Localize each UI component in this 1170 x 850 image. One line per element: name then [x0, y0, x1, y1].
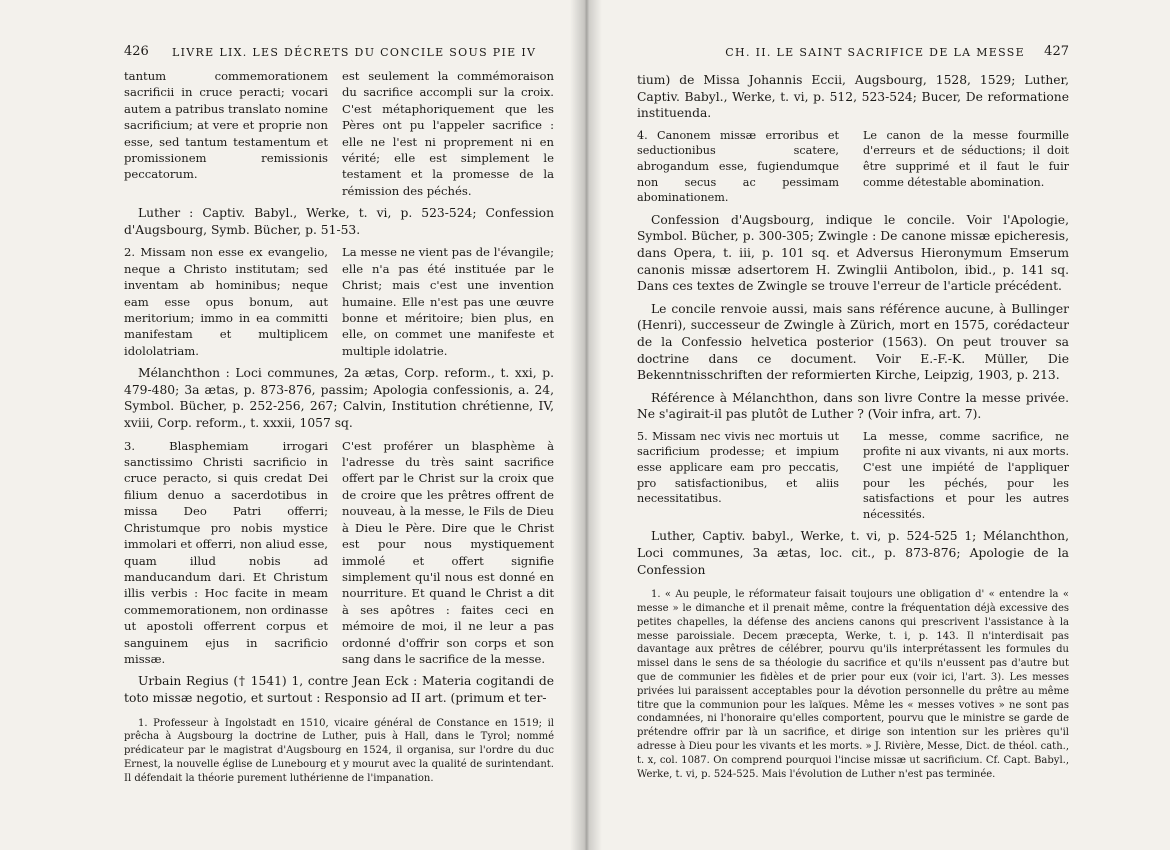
french-text: Le canon de la messe fourmille d'erreurs et de séductions; il doit être supprimé et il faut le fuir comme détestable abomination. — [863, 128, 1069, 189]
footnote: 1. « Au peuple, le réformateur faisait toujours une obligation d' « entendre la « messe » le dimanche et il prenait même, contre la fréquentation déjà excessive des petites chapelles, la défense des anciens canons qui prescrivent l'assistance à la messe paroissiale. Decem præcepta, Werke, t. i, p. 143. Il n'interdisait pas davantage aux prêtres de célébrer, pourvu qu'ils interprétassent les formules du missel dans le sens de sa théologie du sacrifice et qu'ils n'eussent pas d'autre but que de communier les fidèles et de prier pour eux (voir ici, l'art. 3). Les messes privées lui paraissent acceptables pour la dévotion personnelle du prêtre au même titre que la communion pour les laïques. Même les « messes votives » ne sont pas condamnées, ni l'honoraire qu'elles comportent, pourvu que le ministre se garde de prétendre offrir par là un sacrifice, et dirige son intention sur les prières qu'il adresse à Dieu pour les vivants et les morts. » J. Rivière, Messe, Dict. de théol. cath., t. x, col. 1087. On comprend pourquoi l'incise missæ ut sacrificium. Cf. Capt. Babyl., Werke, t. vi, p. 524-525. Mais l'évolution de Luther n'est pas terminée. — [637, 589, 1069, 780]
reference-bullinger: Le concile renvoie aussi, mais sans référence aucune, à Bullinger (Henri), successeur de Zwingle à Zürich, mort en 1575, corédacteur de la Confessio helvetica posterior (1563). On peut trouver sa doctrine dans ce document. Voir E.-F.-K. Müller, Die Bekenntnisschriften der reformierten Kirche, Leipzig, 1903, p. 213. — [637, 301, 1069, 383]
latin-text: 3. Blasphemiam irrogari sanctissimo Christi sacrificio in cruce peracto, si quis credat Dei filium denuo a sacerdotibus in missa Deo Patri offerri; Christumque pro nobis mystice immolari et offerri, non aliud esse, quam illud nobis ad manducandum dari. Et Christum illis verbis : Hoc facite in meam commemorationem, non ordinasse ut apostoli offerrent corpus et sanguinem ejus in sacrificio missæ. — [124, 438, 328, 666]
latin-text: tantum commemorationem sacrificii in cruce peracti; vocari autem a patribus translato nomine sacrificium; at vere et proprie non esse, sed tantum testamentum et promissionem remissionis peccatorum. — [124, 69, 328, 182]
right-page-content — [637, 44, 1069, 781]
latin-text: 5. Missam nec vivis nec mortuis ut sacrificium prodesse; et impium esse applicare eam pro peccatis, pro satisfactionibus, et aliis necessitatibus. — [637, 429, 839, 506]
left-page-content — [124, 44, 554, 786]
book-gutter — [570, 0, 602, 850]
left-page-header — [124, 44, 554, 66]
french-text: La messe, comme sacrifice, ne profite ni aux vivants, ni aux morts. C'est une impiété de l'appliquer pour les péchés, pour les satisfactions et pour les autres nécessités. — [863, 429, 1069, 521]
reference-melanchthon: Mélanchthon : Loci communes, 2a ætas, Corp. reform., t. xxi, p. 479-480; 3a ætas, p. 873-876, passim; Apologia confessionis, a. 24, Symbol. Bücher, p. 252-256, 267; Calvin, Institution chrétienne, IV, xviii, Corp. reform., t. xxxii, 1057 sq. — [124, 366, 554, 431]
article-4 — [637, 128, 1069, 206]
reference-confession: Confession d'Augsbourg, indique le concile. Voir l'Apologie, Symbol. Bücher, p. 300-305; Zwingle : De canone missæ epicheresis, dans Opera, t. iii, p. 101 sq. et Adversus Hieronymum Emserum canonis missæ adsertorem H. Zwinglii Antibolon, ibid., p. 141 sq. Dans ces textes de Zwingle se trouve l'erreur de l'article précédent. — [637, 212, 1069, 294]
right-page — [585, 0, 1170, 850]
latin-text: 2. Missam non esse ex evangelio, neque a Christo institutam; sed inventam ab hominibus; neque eam esse opus bonum, aut meritorium; immo in ea committi manifestam et multiplicem idololatriam. — [124, 245, 328, 358]
french-text: est seulement la commémoraison du sacrifice accompli sur la croix. C'est métaphoriquement que les Pères ont pu l'appeler sacrifice : elle ne l'est ni proprement ni en vérité; elle est simplement le testament et la promesse de la rémission des péchés. — [342, 69, 554, 198]
page-number: 426 — [124, 44, 149, 59]
footnote: 1. Professeur à Ingolstadt en 1510, vicaire général de Constance en 1519; il prêcha à Augsbourg la doctrine de Luther, puis à Hall, dans le Tyrol; nommé prédicateur par le magistrat d'Augsbourg en 1524, il organisa, sur l'ordre du duc Ernest, la nouvelle église de Lunebourg et y mourut avec la qualité de surintendant. Il défendait la théorie purement luthérienne de l'impanation. — [124, 717, 554, 784]
reference-continuation: tium) de Missa Johannis Eccii, Augsbourg, 1528, 1529; Luther, Captiv. Babyl., Werke, t. vi, p. 512, 523-524; Bucer, De reformatione instituenda. — [637, 73, 1069, 121]
article-1-continuation — [124, 68, 554, 199]
french-text: La messe ne vient pas de l'évangile; elle n'a pas été instituée par le Christ; mais c'est une invention humaine. Elle n'est pas une œuvre bonne et méritoire; bien plus, en elle, on commet une manifeste et multiple idolatrie. — [342, 245, 554, 358]
running-title: CH. II. LE SAINT SACRIFICE DE LA MESSE — [725, 46, 1025, 59]
article-2 — [124, 244, 554, 359]
article-3 — [124, 438, 554, 668]
latin-text: 4. Canonem missæ erroribus et seductionibus scatere, abrogandum esse, fugiendumque non secus ac pessimam abominationem. — [637, 128, 839, 205]
article-5 — [637, 429, 1069, 523]
running-title: LIVRE LIX. LES DÉCRETS DU CONCILE SOUS PIE IV — [172, 46, 537, 59]
reference-urbain-regius: Urbain Regius († 1541) 1, contre Jean Eck : Materia cogitandi de toto missæ negotio, et surtout : Responsio ad II art. (primum et ter- — [124, 674, 554, 705]
french-text: C'est proférer un blasphème à l'adresse du très saint sacrifice offert par le Christ sur la croix que de croire que les prêtres offrent de nouveau, à la messe, le Fils de Dieu à Dieu le Père. Dire que le Christ est pour nous mystiquement immolé et offert signifie simplement qu'il nous est donné en nourriture. Et quand le Christ a dit à ses apôtres : faites ceci en mémoire de moi, il ne leur a pas ordonné d'offrir son corps et son sang dans le sacrifice de la messe. — [342, 438, 554, 666]
page-number: 427 — [1044, 44, 1069, 59]
reference-luther: Luther : Captiv. Babyl., Werke, t. vi, p. 523-524; Confession d'Augsbourg, Symb. Bücher, p. 51-53. — [124, 206, 554, 237]
right-page-header — [637, 44, 1069, 66]
reference-melanchthon-note: Référence à Mélanchthon, dans son livre Contre la messe privée. Ne s'agirait-il pas plutôt de Luther ? (Voir infra, art. 7). — [637, 390, 1069, 422]
reference-luther-2: Luther, Captiv. babyl., Werke, t. vi, p. 524-525 1; Mélanchthon, Loci communes, 3a ætas, loc. cit., p. 873-876; Apologie de la Confession — [637, 529, 1069, 577]
